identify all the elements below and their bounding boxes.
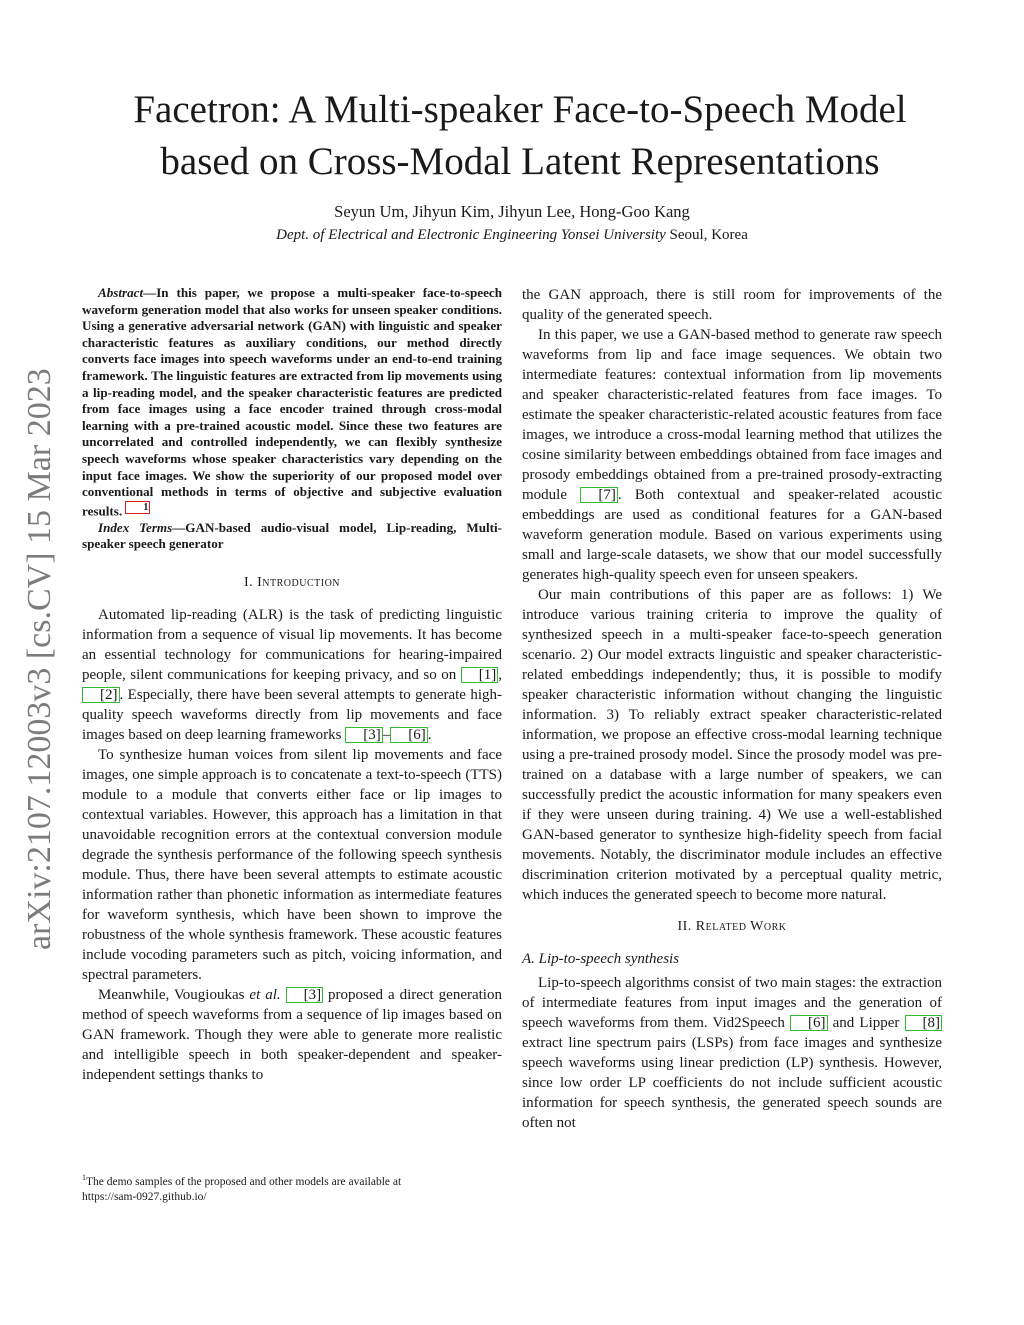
abstract: [82, 285, 502, 520]
right-paragraph-0: the GAN approach, there is still room for improvements of the quality of the generated speech.: [522, 287, 942, 323]
footnote-text: The demo samples of the proposed and other models are available at: [86, 1175, 402, 1188]
citation-6b[interactable]: [6]: [790, 1015, 828, 1031]
subsection-heading-lip-to-speech: A. Lip-to-speech synthesis: [522, 951, 680, 967]
abstract-label: Abstract: [98, 285, 144, 300]
affiliation-location: Seoul, Korea: [665, 227, 748, 243]
footnote-mark: 1: [82, 1173, 86, 1182]
citation-7[interactable]: [7]: [580, 487, 618, 503]
index-terms-text: —GAN-based audio-visual model, Lip-reading, Multi-speaker speech generator: [82, 519, 502, 552]
citation-6[interactable]: [6]: [390, 727, 428, 743]
intro-p1-text-b: . Especially, there have been several attempts to generate high-quality speech waveforms directly from lip movements and face images based on deep learning frameworks: [82, 686, 502, 743]
right-paragraph-3: [522, 973, 942, 1133]
intro-p1-dash: –: [382, 726, 391, 743]
affiliation: [60, 225, 964, 245]
section-heading-related-work: II. Related Work: [677, 919, 787, 934]
right-p1-text-b: . Both contextual and speaker-related acoustic embeddings are used as conditional features for a GAN-based waveform generation module. Based on various experiments using small and large-scale datasets, we show that our model successfully generates high-quality speech even for unseen speakers.: [522, 487, 942, 583]
right-paragraph-1: [522, 325, 942, 585]
author-list: Seyun Um, Jihyun Kim, Jihyun Lee, Hong-Goo Kang: [334, 202, 690, 221]
affiliation-dept: Dept. of Electrical and Electronic Engineering Yonsei University: [276, 227, 666, 243]
right-column: [522, 285, 942, 1133]
intro-paragraph-2: To synthesize human voices from silent lip movements and face images, one simple approach is to concatenate a text-to-speech (TTS) module to a module that converts either face or lip images to contextual variables. However, this approach has a limitation in that unavoidable recognition errors at the contextual conversion module degrade the synthesis performance of the following speech synthesis module. Thus, there have been several attempts to estimate acoustic information rather than phonetic information as intermediate features for waveform synthesis, which have been shown to improve the robustness of the whole synthesis framework. These acoustic features include vocoding parameters such as pitch, voicing information, and spectral parameters.: [82, 746, 502, 983]
citation-8[interactable]: [8]: [905, 1015, 943, 1031]
intro-paragraph-3: [82, 985, 502, 1085]
intro-p3-text-a: Meanwhile, Vougioukas: [98, 986, 250, 1003]
abstract-text: —In this paper, we propose a multi-speaker face-to-speech waveform generation model that also works for unseen speaker conditions. Using a generative adversarial network (GAN) with linguistic and speaker characteristic features as auxiliary conditions, our method directly converts face images into speech waveforms under an end-to-end training framework. The linguistic features are extracted from lip movements using a lip-reading model, and the speaker characteristic features are predicted from face images using a face encoder trained through cross-modal learning with a pre-trained acoustic model. Since these two features are uncorrelated and controlled independently, we can flexibly synthesize speech waveforms whose speaker characteristics vary depending on the input face images. We show the superiority of our proposed model over conventional methods in terms of objective and subjective evaluation results.: [82, 285, 502, 519]
right-p3-text-a: Lip-to-speech algorithms consist of two main stages: the extraction of intermediate features from input images and the generation of speech waveforms from them. Vid2Speech: [522, 975, 942, 1031]
footnote-url[interactable]: https://sam-0927.github.io/: [82, 1190, 207, 1203]
arxiv-watermark: arXiv:2107.12003v3 [cs.CV] 15 Mar 2023: [21, 368, 58, 950]
title-line-2: based on Cross-Modal Latent Representations: [160, 140, 880, 183]
index-terms: [82, 520, 502, 553]
title-line-1: Facetron: A Multi-speaker Face-to-Speech Model: [133, 88, 907, 131]
intro-p1-end: .: [427, 726, 432, 743]
paper-title: [60, 84, 980, 188]
intro-p3-text-b: proposed a direct generation method of speech waveforms from a sequence of lip images based on GAN framework. Though they were able to generate more realistic and intelligible speech in both speaker-dependent and speaker-independent settings thanks to: [82, 986, 502, 1083]
right-p3-text-b: and Lipper: [827, 1015, 905, 1031]
intro-p3-etal: et al.: [249, 986, 281, 1003]
citation-2[interactable]: [2]: [82, 687, 120, 703]
intro-p1-sep: ,: [498, 666, 502, 683]
footnote: [82, 1170, 502, 1205]
left-column: [82, 285, 502, 1085]
index-terms-label: Index Terms: [98, 519, 173, 535]
right-p1-text-a: In this paper, we use a GAN-based method to generate raw speech waveforms from lip and face image sequences. We obtain two intermediate features: contextual information from lip movements and speaker characteristic-related features from face images. To estimate the speaker characteristic-related acoustic features from face images, we introduce a cross-modal learning method that utilizes the cosine similarity between embeddings obtained from face images and prosody embeddings obtained from a pre-trained prosody-extracting module: [522, 327, 942, 503]
intro-paragraph-1: [82, 605, 502, 745]
citation-1[interactable]: [1]: [461, 667, 499, 683]
footnote-link-1[interactable]: 1: [125, 501, 150, 514]
right-paragraph-2: Our main contributions of this paper are as follows: 1) We introduce various training criteria to improve the quality of synthesized speech in a multi-speaker face-to-speech generation scenario. 2) Our model extracts linguistic and speaker characteristic-related embeddings independently; thus, it is possible to modify speaker characteristic information without changing the linguistic information. 3) To reliably extract speaker characteristic-related information, we propose an effective cross-modal learning technique using a pre-trained prosody model. Since the prosody model was pre-trained on a database with a large number of speakers, we can successfully predict the acoustic information for many speakers even if they were unseen during training. 4) We use a well-established GAN-based generator to synthesize high-fidelity speech from facial movements. Notably, the discriminator module includes an effective discrimination criterion motivated by a perceptual quality metric, which induces the generated speech to become more natural.: [522, 587, 942, 903]
section-heading-introduction: I. Introduction: [243, 574, 341, 590]
right-p3-text-c: extract line spectrum pairs (LSPs) from face images and synthesize speech waveforms using linear prediction (LP) synthesis. However, since low order LP coefficients do not include sufficient acoustic information for speech synthesis, the generated speech sounds are often not: [522, 1035, 942, 1131]
citation-3b[interactable]: [3]: [286, 987, 324, 1003]
intro-p1-text-a: Automated lip-reading (ALR) is the task of predicting linguistic information from a sequence of visual lip movements. It has become an essential technology for communications for hearing-impaired people, silent communications for keeping privacy, and so on: [82, 606, 502, 683]
citation-3[interactable]: [3]: [345, 727, 383, 743]
